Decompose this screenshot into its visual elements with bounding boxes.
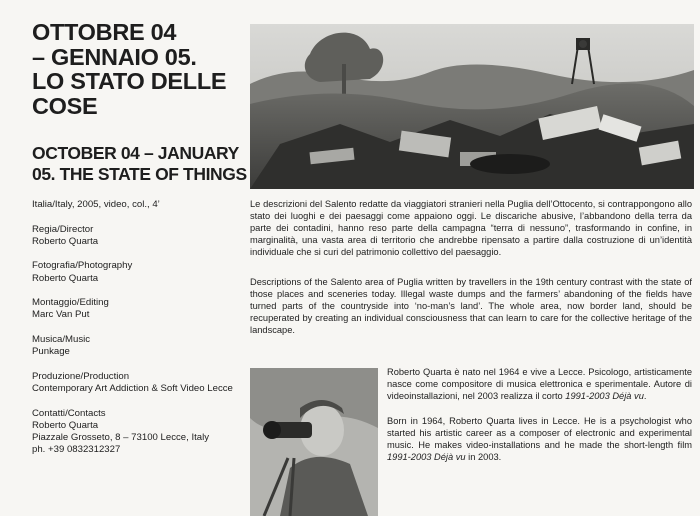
credit-line: Punkage — [32, 346, 70, 358]
credit-line: Italia/Italy, 2005, video, col., 4’ — [32, 199, 160, 210]
bio-english-text: Born in 1964, Roberto Quarta lives in Lecce. He is a psychologist who started his artistic career as a composer of electronic and experimental music. He makes video-installations and he made the short-length film — [387, 416, 692, 450]
bio-english-film-title: 1991-2003 Déjà vu — [387, 451, 466, 462]
credit-block — [32, 260, 247, 284]
credit-block — [32, 199, 247, 211]
director-portrait — [250, 368, 378, 516]
credit-line: Roberto Quarta — [32, 235, 99, 247]
credit-block — [32, 224, 247, 248]
bio-italian — [387, 367, 692, 403]
title-italian-line: – GENNAIO 05. — [32, 43, 197, 70]
credits-column — [32, 199, 247, 469]
credit-line: Roberto Quarta — [32, 272, 99, 284]
credit-block — [32, 371, 247, 395]
bio-english — [387, 416, 692, 464]
bio-italian-text: Roberto Quarta è nato nel 1964 e vive a Lecce. Psicologo, artisticamente nasce come compositore di musica elettronica e sperimentale. Autore di videoinstallazioni, nel 2003 realizza il corto — [387, 367, 692, 401]
credit-line: Musica/Music — [32, 333, 91, 345]
credit-block — [32, 334, 247, 358]
title-english — [32, 143, 247, 185]
credit-line: Contatti/Contacts — [32, 407, 106, 419]
director-portrait-image — [250, 368, 378, 516]
credit-line: Roberto Quarta — [32, 419, 99, 431]
credit-line: Marc Van Put — [32, 309, 90, 321]
synopsis-italian: Le descrizioni del Salento redatte da viaggiatori stranieri nella Puglia dell’Ottocento, si contrappongono allo stato dei luoghi e dei paesaggi come appaiono oggi. Le discariche abusive, l’abbandono della terra da parte dei contadini, hanno reso parte della campagna “terra di nessuno”, trasformando in confine, in marginalità, una vasta area di territorio che andrebbe ripensato a partire dalla costruzione di un’identità individuale che si curi del patrimonio collettivo del paesaggio. — [250, 199, 692, 257]
title-italian-line: COSE — [32, 92, 98, 119]
credit-line: Piazzale Grosseto, 8 – 73100 Lecce, Italy — [32, 431, 210, 443]
credit-line: Contemporary Art Addiction & Soft Video Lecce — [32, 382, 233, 394]
credit-line: ph. +39 0832312327 — [32, 444, 121, 456]
credit-line: Produzione/Production — [32, 370, 130, 382]
credit-block — [32, 408, 247, 457]
bio-italian-film-title: 1991-2003 Déjà vu — [565, 390, 644, 401]
landfill-photo — [250, 24, 694, 189]
landfill-photo-image — [250, 24, 694, 189]
title-italian-line: OTTOBRE 04 — [32, 19, 177, 45]
credit-block — [32, 297, 247, 321]
title-italian — [32, 20, 242, 118]
synopsis-english: Descriptions of the Salento area of Puglia written by travellers in the 19th century contrast with the state of those places and sceneries today. Illegal waste dumps and the farmers’ abandoning of the fields have turned parts of the countryside into ‘no-man’s land’. The whole area, now border land, should be recuperated by creating an individual consciousness that can learn to care for the collective heritage of the landscape. — [250, 277, 692, 335]
title-english-line: 05. THE STATE OF THINGS — [32, 164, 247, 184]
title-english-line: OCTOBER 04 – JANUARY — [32, 143, 239, 163]
bio-italian-end: . — [643, 390, 647, 401]
credit-line: Montaggio/Editing — [32, 297, 109, 309]
bio-english-end: in 2003. — [465, 451, 502, 462]
credit-line: Fotografia/Photography — [32, 260, 133, 272]
title-italian-line: LO STATO DELLE — [32, 68, 227, 94]
credit-line: Regia/Director — [32, 223, 94, 235]
